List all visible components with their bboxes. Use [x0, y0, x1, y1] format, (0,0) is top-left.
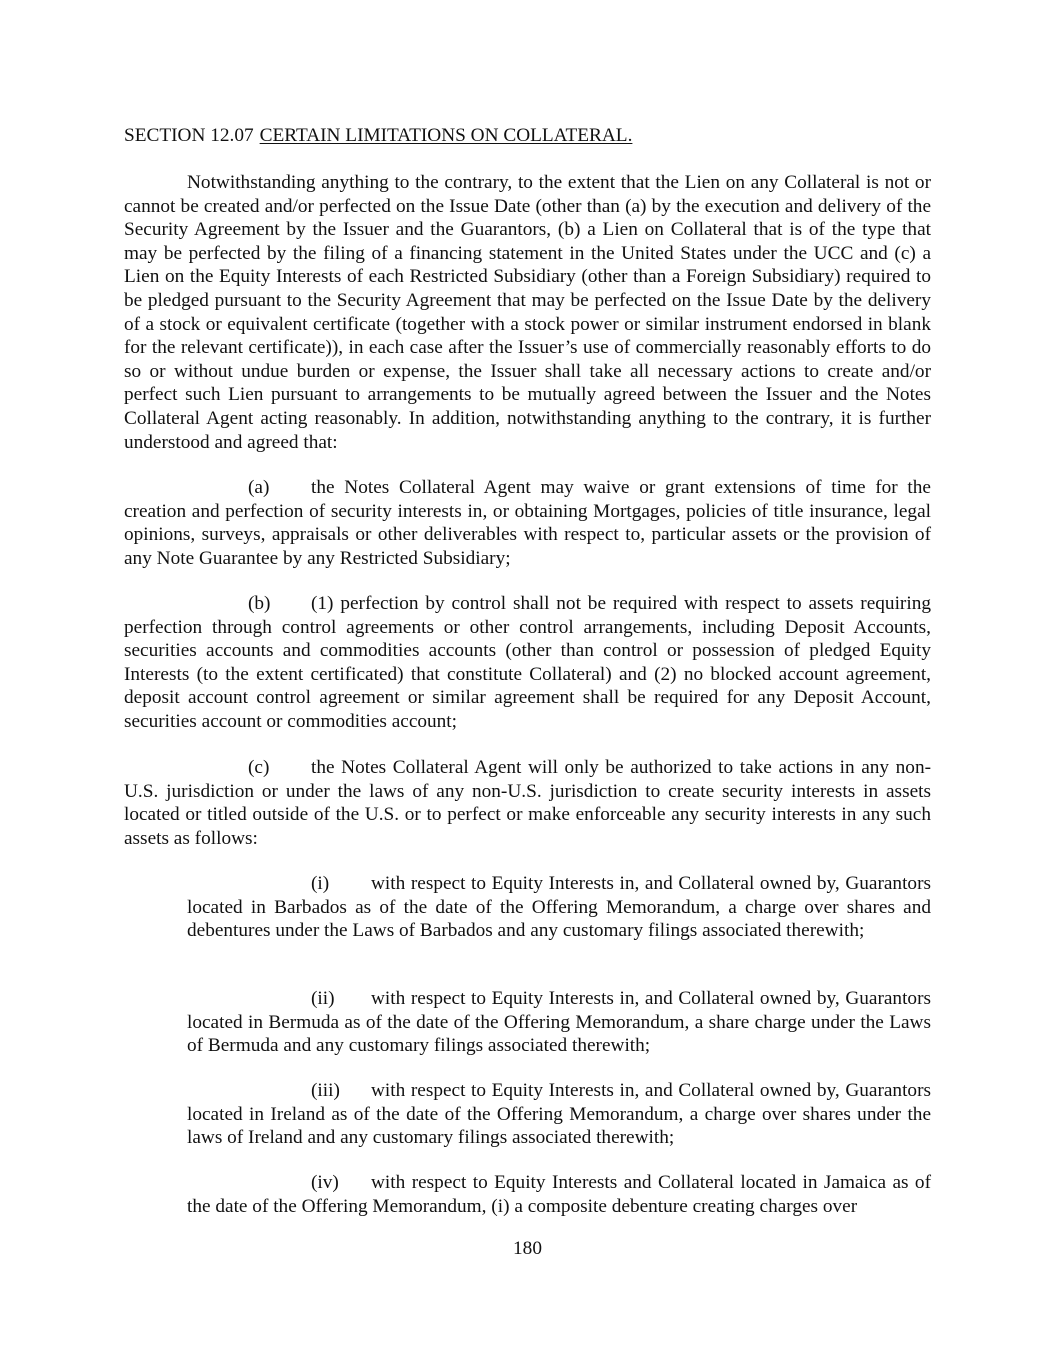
subclause-label: (i) [311, 873, 330, 894]
section-title: CERTAIN LIMITATIONS ON COLLATERAL. [259, 125, 633, 146]
clause-label: (c) [248, 757, 270, 778]
subclause-i [187, 872, 931, 943]
subclause-label: (iii) [311, 1080, 340, 1101]
clause-a [124, 476, 931, 570]
subclause-text: with respect to Equity Interests in, and Collateral owned by, Guarantors located in Bermuda as of the date of the Offering Memorandum, a share charge under the Laws of Bermuda and any customary filings associated therewith; [187, 988, 931, 1057]
clause-text: the Notes Collateral Agent will only be authorized to take actions in any non-U.S. jurisdiction or under the laws of any non-U.S. jurisdiction to create security interests in assets located or titled outside of the U.S. or to perfect or make enforceable any security interests in any such assets as follows: [124, 757, 931, 849]
subclause-iii [187, 1079, 931, 1150]
subclause-text: with respect to Equity Interests in, and Collateral owned by, Guarantors located in Ireland as of the date of the Offering Memorandum, a charge over shares under the laws of Ireland and any customary filings associated therewith; [187, 1080, 931, 1149]
clause-label: (b) [248, 593, 271, 614]
section-number: SECTION 12.07 [124, 125, 254, 146]
clause-text: (1) perfection by control shall not be required with respect to assets requiring perfection through control agreements or other control arrangements, including Deposit Accounts, securities accounts and commodities accounts (other than control or possession of pledged Equity Interests (to the extent certificated) that constitute Collateral) and (2) no blocked account agreement, deposit account control agreement or similar agreement shall be required for any Deposit Account, securities account or commodities account; [124, 593, 931, 732]
subclause-label: (ii) [311, 988, 335, 1009]
subclause-ii [187, 987, 931, 1058]
subclause-text: with respect to Equity Interests in, and Collateral owned by, Guarantors located in Barbados as of the date of the Offering Memorandum, a charge over shares and debentures under the Laws of Barbados and any customary filings associated therewith; [187, 873, 931, 942]
clause-c [124, 756, 931, 850]
subclause-iv [187, 1171, 931, 1218]
intro-paragraph: Notwithstanding anything to the contrary, to the extent that the Lien on any Collateral is not or cannot be created and/or perfected on the Issue Date (other than (a) by the execution and delivery of the Security Agreement by the Issuer and the Guarantors, (b) a Lien on Collateral that is of the type that may be perfected by the filing of a financing statement in the United States under the UCC and (c) a Lien on the Equity Interests of each Restricted Subsidiary (other than a Foreign Subsidiary) required to be pledged pursuant to the Security Agreement that may be perfected on the Issue Date by the delivery of a stock or equivalent certificate (together with a stock power or similar instrument endorsed in blank for the relevant certificate)), in each case after the Issuer’s use of commercially reasonably efforts to do so or without undue burden or expense, the Issuer shall take all necessary actions to create and/or perfect such Lien pursuant to arrangements to be mutually agreed between the Issuer and the Notes Collateral Agent acting reasonably. In addition, notwithstanding anything to the contrary, it is further understood and agreed that: [124, 172, 931, 453]
clause-text: the Notes Collateral Agent may waive or grant extensions of time for the creation and perfection of security interests in, or obtaining Mortgages, policies of title insurance, legal opinions, surveys, appraisals or other deliverables with respect to, particular assets or the provision of any Note Guarantee by any Restricted Subsidiary; [124, 477, 931, 569]
page-number: 180 [513, 1238, 542, 1259]
clause-b [124, 592, 931, 734]
subclause-label: (iv) [311, 1172, 339, 1193]
subclause-text: with respect to Equity Interests and Collateral located in Jamaica as of the date of the Offering Memorandum, (i) a composite debenture creating charges over [187, 1172, 931, 1217]
clause-label: (a) [248, 477, 270, 498]
section-heading [124, 124, 632, 148]
